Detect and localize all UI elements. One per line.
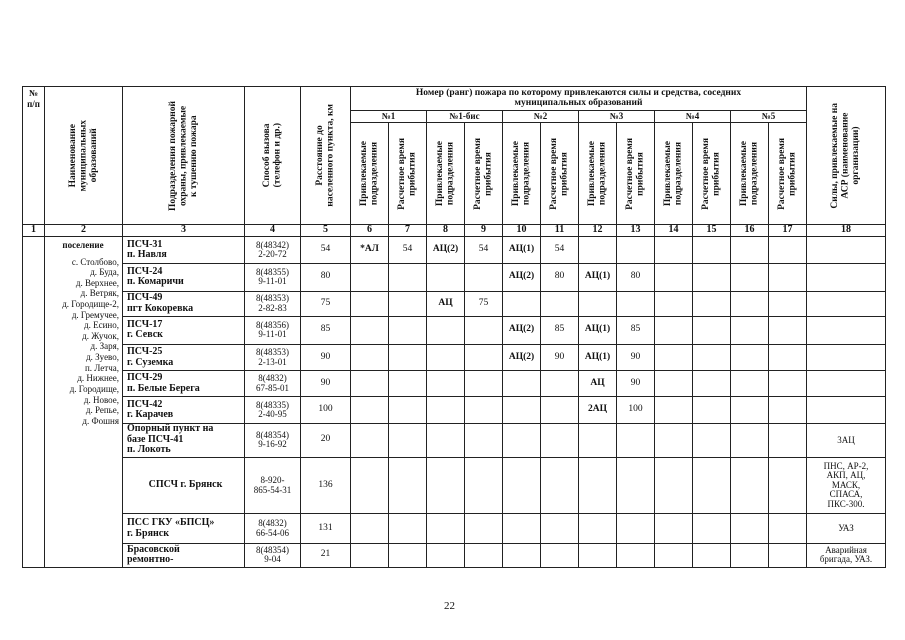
rank-unit-cell [427, 371, 465, 397]
rank-time-cell [465, 514, 503, 543]
column-index-row [23, 225, 886, 237]
rank-time-cell [465, 264, 503, 291]
rank-time-cell [693, 397, 731, 423]
header-call: Способ вызова (телефон и др.) [245, 87, 301, 225]
unit-cell: СПСЧ г. Брянск [123, 457, 245, 514]
rank-unit-cell [503, 423, 541, 457]
rank-time-cell [389, 457, 427, 514]
rank-time-cell [465, 316, 503, 344]
column-index-cell: 10 [503, 225, 541, 237]
header-rank1-time: Расчетное время прибытия [389, 123, 427, 225]
rank-time-cell: 90 [617, 371, 655, 397]
rank-unit-cell [351, 371, 389, 397]
rank-time-cell: 54 [389, 237, 427, 264]
rank-unit-cell: АЦ [579, 371, 617, 397]
column-index-cell: 11 [541, 225, 579, 237]
header-rank1bis-time: Расчетное время прибытия [465, 123, 503, 225]
rank-time-cell [389, 345, 427, 371]
rank-time-cell: 80 [617, 264, 655, 291]
rank-unit-cell [731, 345, 769, 371]
settlement-title: поселение [62, 240, 104, 250]
column-index-cell: 6 [351, 225, 389, 237]
column-index-cell: 14 [655, 225, 693, 237]
rank-time-cell [389, 291, 427, 316]
rank-time-cell [541, 423, 579, 457]
distance-cell: 75 [301, 291, 351, 316]
table-row [23, 423, 886, 457]
rank-time-cell [769, 457, 807, 514]
rank-unit-cell [427, 423, 465, 457]
rank-unit-cell [579, 423, 617, 457]
rank-time-cell [693, 291, 731, 316]
rank-unit-cell [427, 316, 465, 344]
rank-unit-cell [351, 316, 389, 344]
column-index-cell: 15 [693, 225, 731, 237]
rank-time-cell [389, 371, 427, 397]
header-rank-5: №5 [731, 111, 807, 123]
column-index-cell: 16 [731, 225, 769, 237]
rank-unit-cell [579, 543, 617, 567]
rank-unit-cell [351, 264, 389, 291]
column-index-cell: 2 [45, 225, 123, 237]
distance-cell: 21 [301, 543, 351, 567]
asr-cell [807, 264, 886, 291]
rank-unit-cell [655, 543, 693, 567]
table-row [23, 371, 886, 397]
table-row [23, 316, 886, 344]
rank-time-cell [465, 423, 503, 457]
rank-time-cell [769, 345, 807, 371]
rank-time-cell [769, 291, 807, 316]
rank-unit-cell [427, 397, 465, 423]
rank-unit-cell [503, 397, 541, 423]
rank-time-cell [693, 316, 731, 344]
rank-unit-cell [655, 316, 693, 344]
unit-cell: ПСЧ-49 пгт Кокоревка [123, 291, 245, 316]
unit-cell: ПСЧ-29 п. Белые Берега [123, 371, 245, 397]
rank-unit-cell: АЦ(2) [503, 316, 541, 344]
rank-time-cell [693, 514, 731, 543]
rank-time-cell [465, 543, 503, 567]
unit-cell: ПСЧ-42 г. Карачев [123, 397, 245, 423]
rank-unit-cell [731, 543, 769, 567]
table-body [23, 237, 886, 568]
rank-time-cell [693, 457, 731, 514]
rank-time-cell [389, 264, 427, 291]
rank-unit-cell [351, 291, 389, 316]
rank-time-cell [541, 291, 579, 316]
rank-time-cell [693, 345, 731, 371]
rank-unit-cell [655, 514, 693, 543]
rank-time-cell [769, 371, 807, 397]
unit-cell: ПСЧ-25 г. Суземка [123, 345, 245, 371]
rank-time-cell [693, 264, 731, 291]
column-index-cell: 17 [769, 225, 807, 237]
header-rank-2: №2 [503, 111, 579, 123]
rank-unit-cell [731, 237, 769, 264]
rank-unit-cell [655, 237, 693, 264]
distance-cell: 80 [301, 264, 351, 291]
header-rank1bis-units: Привлекаемые подразделения [427, 123, 465, 225]
table-row [23, 237, 886, 264]
rank-unit-cell [503, 543, 541, 567]
rank-time-cell [769, 237, 807, 264]
rank-unit-cell [655, 457, 693, 514]
rank-time-cell [617, 237, 655, 264]
header-units: Подразделения пожарной охраны, привлекаемые к тушению пожара [123, 87, 245, 225]
column-index-cell: 12 [579, 225, 617, 237]
rank-time-cell [617, 543, 655, 567]
rank-time-cell [769, 543, 807, 567]
phone-cell: 8(48353) 2-13-01 [245, 345, 301, 371]
rank-unit-cell: АЦ(2) [503, 345, 541, 371]
rank-time-cell [617, 291, 655, 316]
phone-cell: 8(48354) 9-04 [245, 543, 301, 567]
header-municipality: Наименование муниципальных образований [45, 87, 123, 225]
header-distance: Расстояние до населенного пункта, км [301, 87, 351, 225]
column-index-cell: 5 [301, 225, 351, 237]
phone-cell: 8(48335) 2-40-95 [245, 397, 301, 423]
asr-cell [807, 397, 886, 423]
rank-time-cell [541, 397, 579, 423]
distance-cell: 90 [301, 345, 351, 371]
header-rank3-units: Привлекаемые подразделения [579, 123, 617, 225]
unit-cell: ПСС ГКУ «БПСЦ» г. Брянск [123, 514, 245, 543]
table-row [23, 397, 886, 423]
header-rank-1bis: №1-бис [427, 111, 503, 123]
header-rank5-units: Привлекаемые подразделения [731, 123, 769, 225]
table-row [23, 457, 886, 514]
rank-unit-cell [655, 397, 693, 423]
rank-time-cell [389, 423, 427, 457]
page-number: 22 [444, 600, 455, 612]
rank-time-cell: 75 [465, 291, 503, 316]
settlement-list: с. Столбово, д. Буда, д. Верхнее, д. Ветряк, д. Городище-2, д. Гремучее, д. Есино, д. Жучок, д. Заря, д. Зуево, п. Летча, д. Нижнее, д. Городище, д. Новое, д. Репье, д. Фошня [62, 256, 119, 426]
rank-unit-cell: АЦ(2) [503, 264, 541, 291]
rank-time-cell [389, 514, 427, 543]
rank-unit-cell [427, 345, 465, 371]
header-rank-group: Номер (ранг) пожара по которому привлекаются силы и средства, соседних муниципальных образований [351, 87, 807, 111]
settlement-cell [45, 237, 123, 568]
table-row [23, 291, 886, 316]
rank-time-cell [769, 264, 807, 291]
rank-unit-cell [655, 371, 693, 397]
rank-time-cell [465, 457, 503, 514]
rank-unit-cell [655, 345, 693, 371]
document-table-wrapper [22, 86, 885, 568]
phone-cell: 8(4832) 67-85-01 [245, 371, 301, 397]
table-row [23, 543, 886, 567]
rank-time-cell [693, 423, 731, 457]
distance-cell: 90 [301, 371, 351, 397]
asr-cell: УАЗ [807, 514, 886, 543]
distance-cell: 54 [301, 237, 351, 264]
header-rank4-time: Расчетное время прибытия [693, 123, 731, 225]
column-index-cell: 18 [807, 225, 886, 237]
rank-unit-cell [503, 371, 541, 397]
rank-unit-cell: АЦ [427, 291, 465, 316]
rank-unit-cell [731, 291, 769, 316]
rank-unit-cell [427, 264, 465, 291]
rank-unit-cell [351, 514, 389, 543]
rank-unit-cell: АЦ(1) [579, 316, 617, 344]
rank-unit-cell: 2АЦ [579, 397, 617, 423]
rank-unit-cell: АЦ(1) [579, 264, 617, 291]
rank-unit-cell [655, 423, 693, 457]
rank-unit-cell [731, 371, 769, 397]
rank-time-cell [693, 371, 731, 397]
rank-time-cell: 85 [541, 316, 579, 344]
phone-cell: 8(48356) 9-11-01 [245, 316, 301, 344]
rank-time-cell [541, 514, 579, 543]
rank-unit-cell [579, 457, 617, 514]
phone-cell: 8(48353) 2-82-83 [245, 291, 301, 316]
rank-time-cell [693, 237, 731, 264]
asr-cell: Аварийная бригада, УАЗ. [807, 543, 886, 567]
asr-cell [807, 371, 886, 397]
rank-time-cell: 90 [541, 345, 579, 371]
rank-unit-cell: АЦ(1) [579, 345, 617, 371]
phone-cell: 8(4832) 66-54-06 [245, 514, 301, 543]
phone-cell: 8(48355) 9-11-01 [245, 264, 301, 291]
rank-unit-cell [655, 264, 693, 291]
rank-unit-cell [351, 345, 389, 371]
table-row [23, 264, 886, 291]
distance-cell: 85 [301, 316, 351, 344]
rank-time-cell [389, 397, 427, 423]
column-index-cell: 3 [123, 225, 245, 237]
rank-time-cell [465, 397, 503, 423]
header-asr: Силы, привлекаемые на АСР (наименование организации) [807, 87, 886, 225]
phone-cell: 8(48354) 9-16-92 [245, 423, 301, 457]
rank-unit-cell [731, 264, 769, 291]
rank-unit-cell [731, 397, 769, 423]
rank-unit-cell [731, 423, 769, 457]
rank-unit-cell [427, 514, 465, 543]
rank-unit-cell [655, 291, 693, 316]
column-index-cell: 13 [617, 225, 655, 237]
column-index-cell: 7 [389, 225, 427, 237]
asr-cell: ПНС, АР-2, АКП, АЦ, МАСК, СПАСА, ПКС-300. [807, 457, 886, 514]
asr-cell [807, 291, 886, 316]
rank-unit-cell [427, 543, 465, 567]
header-rank1-units: Привлекаемые подразделения [351, 123, 389, 225]
unit-cell: ПСЧ-31 п. Навля [123, 237, 245, 264]
rank-unit-cell [731, 316, 769, 344]
header-rank-4: №4 [655, 111, 731, 123]
header-rank2-units: Привлекаемые подразделения [503, 123, 541, 225]
phone-cell: 8(48342) 2-20-72 [245, 237, 301, 264]
rank-time-cell [389, 543, 427, 567]
rank-time-cell [465, 371, 503, 397]
row-number-cell [23, 237, 45, 568]
phone-cell: 8-920- 865-54-31 [245, 457, 301, 514]
rank-unit-cell [579, 291, 617, 316]
rank-time-cell [769, 316, 807, 344]
rank-time-cell [389, 316, 427, 344]
rank-time-cell [617, 457, 655, 514]
header-rank3-time: Расчетное время прибытия [617, 123, 655, 225]
unit-cell: Брасовской ремонтно- [123, 543, 245, 567]
rank-unit-cell: АЦ(2) [427, 237, 465, 264]
rank-unit-cell: АЦ(1) [503, 237, 541, 264]
rank-unit-cell [503, 291, 541, 316]
rank-time-cell: 54 [465, 237, 503, 264]
header-rank2-time: Расчетное время прибытия [541, 123, 579, 225]
header-rank5-time: Расчетное время прибытия [769, 123, 807, 225]
rank-time-cell: 90 [617, 345, 655, 371]
asr-cell [807, 316, 886, 344]
rank-time-cell [541, 457, 579, 514]
rank-unit-cell [579, 514, 617, 543]
asr-cell [807, 237, 886, 264]
unit-cell: Опорный пункт на базе ПСЧ-41 п. Локоть [123, 423, 245, 457]
rank-time-cell [541, 371, 579, 397]
column-index-cell: 1 [23, 225, 45, 237]
rank-unit-cell [503, 457, 541, 514]
rank-time-cell [693, 543, 731, 567]
fire-forces-table [22, 86, 886, 568]
rank-unit-cell [351, 457, 389, 514]
rank-unit-cell [351, 423, 389, 457]
column-index-cell: 8 [427, 225, 465, 237]
distance-cell: 131 [301, 514, 351, 543]
rank-time-cell: 80 [541, 264, 579, 291]
rank-time-cell: 54 [541, 237, 579, 264]
column-index-cell: 9 [465, 225, 503, 237]
rank-unit-cell [503, 514, 541, 543]
rank-unit-cell: *АЛ [351, 237, 389, 264]
rank-time-cell [769, 397, 807, 423]
rank-unit-cell [731, 457, 769, 514]
unit-cell: ПСЧ-24 п. Комаричи [123, 264, 245, 291]
rank-unit-cell [351, 543, 389, 567]
header-rank-1: №1 [351, 111, 427, 123]
distance-cell: 136 [301, 457, 351, 514]
table-row [23, 514, 886, 543]
rank-time-cell [769, 514, 807, 543]
rank-time-cell [617, 514, 655, 543]
asr-cell [807, 345, 886, 371]
rank-time-cell [541, 543, 579, 567]
rank-unit-cell [351, 397, 389, 423]
rank-time-cell [465, 345, 503, 371]
rank-time-cell: 100 [617, 397, 655, 423]
rank-unit-cell [579, 237, 617, 264]
table-row [23, 345, 886, 371]
rank-time-cell [617, 423, 655, 457]
distance-cell: 20 [301, 423, 351, 457]
header-rank-3: №3 [579, 111, 655, 123]
unit-cell: ПСЧ-17 г. Севск [123, 316, 245, 344]
column-index-cell: 4 [245, 225, 301, 237]
rank-unit-cell [427, 457, 465, 514]
rank-unit-cell [731, 514, 769, 543]
header-num: № п/п [23, 87, 45, 225]
header-rank4-units: Привлекаемые подразделения [655, 123, 693, 225]
distance-cell: 100 [301, 397, 351, 423]
asr-cell: 3АЦ [807, 423, 886, 457]
rank-time-cell: 85 [617, 316, 655, 344]
rank-time-cell [769, 423, 807, 457]
